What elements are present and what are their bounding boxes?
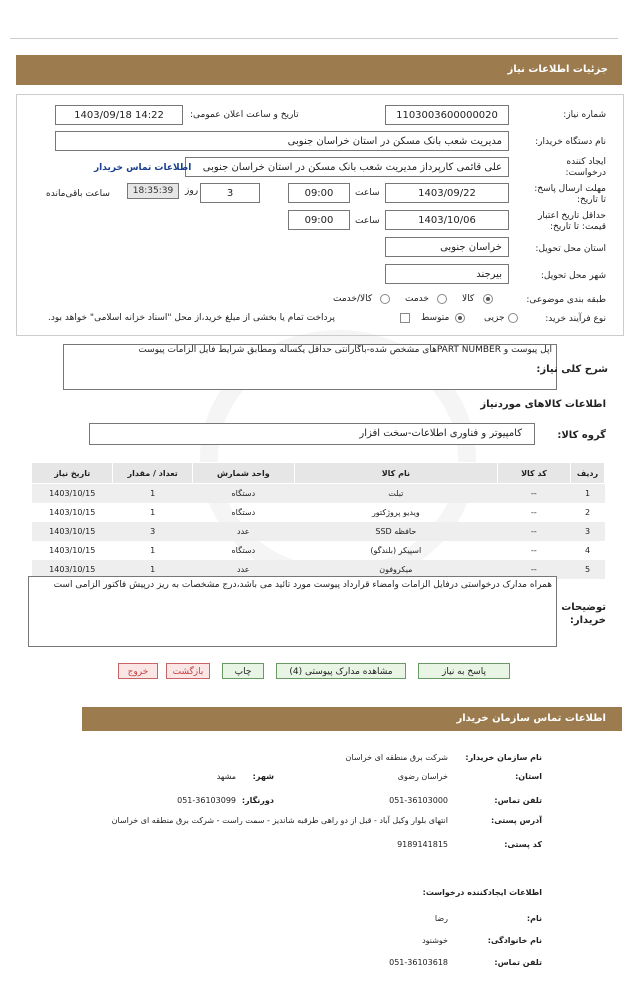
col-row: ردیف (571, 463, 605, 484)
table-row[interactable] (32, 503, 605, 522)
contact-phone-label: تلفن تماس: (494, 796, 542, 805)
contact-header (82, 707, 622, 731)
cell-code: -- (497, 484, 570, 504)
creator-field[interactable]: علی قائمی کارپرداز مدیریت شعب بانک مسکن در استان خراسان جنوبی (185, 157, 509, 177)
category-service-radio[interactable] (437, 294, 447, 307)
category-goods-radio[interactable] (483, 294, 493, 307)
back-button[interactable]: بازگشت (166, 663, 210, 679)
buyer-notes-label-2: خریدار: (569, 615, 606, 626)
goods-table-header (32, 463, 605, 484)
page-title: جزئیات اطلاعات نیاز (507, 64, 608, 75)
buyer-notes-field[interactable]: همراه مدارک درخواستی درفایل الزامات وامضاء قرارداد پیوست مورد تائید می باشد،درج مشخصات به ریز درپیش فاکتور الزامی است (28, 576, 557, 647)
validity-date-field[interactable]: 1403/10/06 (385, 210, 509, 230)
cell-name: حافظه SSD (294, 522, 497, 541)
print-button[interactable]: چاپ (222, 663, 264, 679)
goods-table (31, 462, 605, 579)
creator-first-name-label: نام: (526, 914, 542, 923)
cell-qty: 1 (113, 560, 192, 579)
process-medium-label: متوسط (421, 313, 450, 323)
contact-postal: 9189141815 (397, 840, 448, 849)
cell-row: 2 (584, 508, 591, 517)
cell-name: اسپیکر (بلندگو) (370, 546, 422, 555)
category-label: طبقه بندی موضوعی: (526, 295, 606, 305)
reply-deadline-label-2: تا تاریخ: (576, 195, 606, 205)
contact-fax: 051-36103099 (177, 796, 236, 805)
contact-address: انتهای بلوار وکیل آباد - قبل از دو راهی طرقبه شاندیز - سمت راست - شرکت برق منطقه ای خراسان (111, 816, 448, 825)
buyer-notes-label-1: توضیحات (561, 602, 606, 613)
goods-group-label: گروه کالا: (557, 430, 606, 441)
cell-qty: 1 (150, 508, 156, 517)
buyer-contact-link[interactable]: اطلاعات تماس خریدار (94, 163, 192, 173)
days-label: روز (185, 186, 199, 196)
need-number-field[interactable]: 1103003600000020 (385, 105, 509, 125)
cell-unit: دستگاه (231, 546, 256, 555)
city-label: شهر محل تحویل: (540, 271, 606, 281)
remaining-time-label: ساعت باقی‌مانده (46, 189, 110, 199)
process-label: نوع فرآیند خرید: (545, 314, 606, 324)
cell-unit: عدد (192, 522, 294, 541)
top-divider (10, 38, 618, 39)
creator-phone-label: تلفن تماس: (494, 958, 542, 967)
page-header (16, 55, 622, 85)
reply-date-field[interactable]: 1403/09/22 (385, 183, 509, 203)
need-number-label: شماره نیاز: (563, 110, 606, 120)
process-minor-radio[interactable] (508, 313, 518, 326)
reply-deadline-label-1: مهلت ارسال پاسخ: (534, 184, 606, 194)
buyer-org-field[interactable]: مدیریت شعب بانک مسکن در استان خراسان جنوبی (55, 131, 509, 151)
contact-address-label: آدرس پستی: (491, 816, 542, 825)
cell-date: 1403/10/15 (49, 546, 96, 555)
cell-unit: دستگاه (192, 484, 294, 504)
cell-date: 1403/10/15 (49, 508, 96, 517)
cell-qty: 1 (113, 484, 192, 504)
cell-row: 5 (571, 560, 605, 579)
validity-time-field[interactable]: 09:00 (288, 210, 350, 230)
category-goods-service-label: کالا/خدمت (333, 294, 373, 304)
col-unit: واحد شمارش (192, 463, 294, 484)
description-label: شرح کلی نیاز: (536, 364, 608, 375)
reply-time-label: ساعت (355, 188, 380, 198)
goods-section-title: اطلاعات کالاهای موردنیاز (480, 399, 606, 410)
contact-org-label: نام سازمان خریدار: (465, 753, 542, 762)
creator-label-1: ایجاد کننده (566, 157, 606, 167)
contact-postal-label: کد پستی: (504, 840, 542, 849)
reply-button[interactable]: پاسخ به نیاز (418, 663, 510, 679)
view-attachments-button[interactable]: مشاهده مدارک پیوستی (4) (276, 663, 406, 679)
contact-city-label: شهر: (252, 772, 274, 781)
category-goods-label: کالا (462, 294, 475, 304)
creator-info-title: اطلاعات ایجادکننده درخواست: (422, 888, 542, 897)
creator-last-name-label: نام خانوادگی: (487, 936, 542, 945)
process-minor-label: جزیی (484, 313, 505, 323)
payment-note: پرداخت تمام یا بخشی از مبلغ خرید،از محل "اسناد خزانه اسلامی" خواهد بود. (48, 313, 336, 323)
cell-qty: 3 (113, 522, 192, 541)
creator-first-name: رضا (434, 914, 448, 923)
cell-row: 4 (584, 546, 591, 555)
validity-label-2: قیمت: تا تاریخ: (550, 222, 606, 232)
contact-fax-label: دورنگار: (241, 796, 274, 805)
cell-name: میکروفون (294, 560, 497, 579)
table-row[interactable] (32, 522, 605, 541)
cell-name: تبلت (294, 484, 497, 504)
cell-code: -- (531, 546, 537, 555)
days-field[interactable]: 3 (200, 183, 260, 203)
category-service-label: خدمت (405, 294, 429, 304)
validity-label-1: حداقل تاریخ اعتبار (538, 211, 606, 221)
table-row[interactable] (32, 541, 605, 560)
creator-last-name: خوشنود (422, 936, 448, 945)
cell-unit: دستگاه (231, 508, 256, 517)
remaining-time-field: 18:35:39 (127, 183, 179, 199)
goods-group-field[interactable]: کامپیوتر و فناوری اطلاعات-سخت افزار (89, 423, 535, 445)
cell-date: 1403/10/15 (32, 484, 113, 504)
payment-note-checkbox[interactable] (400, 313, 410, 326)
col-date: تاریخ نیاز (32, 463, 113, 484)
announce-field[interactable]: 1403/09/18 14:22 (55, 105, 183, 125)
reply-time-field[interactable]: 09:00 (288, 183, 350, 203)
contact-title: اطلاعات تماس سازمان خریدار (456, 713, 606, 724)
exit-button[interactable]: خروج (118, 663, 158, 679)
announce-label: تاریخ و ساعت اعلان عمومی: (190, 110, 299, 120)
contact-province-label: استان: (515, 772, 542, 781)
city-field[interactable]: بیرجند (385, 264, 509, 284)
cell-code: -- (497, 560, 570, 579)
buyer-org-label: نام دستگاه خریدار: (535, 137, 606, 147)
validity-time-label: ساعت (355, 216, 380, 226)
cell-code: -- (497, 522, 570, 541)
cell-date: 1403/10/15 (32, 522, 113, 541)
col-name: نام کالا (294, 463, 497, 484)
province-label: استان محل تحویل: (535, 244, 606, 254)
creator-phone: 051-36103618 (389, 958, 448, 967)
col-code: کد کالا (497, 463, 570, 484)
process-medium-radio[interactable] (455, 313, 465, 326)
category-goods-service-radio[interactable] (380, 294, 390, 307)
cell-row: 3 (571, 522, 605, 541)
description-field[interactable]: اپل پیوست و PART NUMBERهای مشخص شده-باگارانتی حداقل یکساله ومطابق شرایط فایل الزامات پیوست (63, 344, 557, 390)
cell-code: -- (531, 508, 537, 517)
contact-phone: 051-36103000 (389, 796, 448, 805)
cell-row: 1 (571, 484, 605, 504)
province-field[interactable]: خراسان جنوبی (385, 237, 509, 257)
cell-date: 1403/10/15 (32, 560, 113, 579)
cell-unit: عدد (192, 560, 294, 579)
cell-qty: 1 (150, 546, 156, 555)
col-qty: تعداد / مقدار (113, 463, 192, 484)
table-row[interactable] (32, 484, 605, 504)
creator-label-2: درخواست: (565, 168, 606, 178)
contact-city: مشهد (216, 772, 236, 781)
cell-name: ویدیو پروژکتور (371, 508, 420, 517)
contact-org: شرکت برق منطقه ای خراسان (345, 753, 448, 762)
contact-province: خراسان رضوی (397, 772, 448, 781)
